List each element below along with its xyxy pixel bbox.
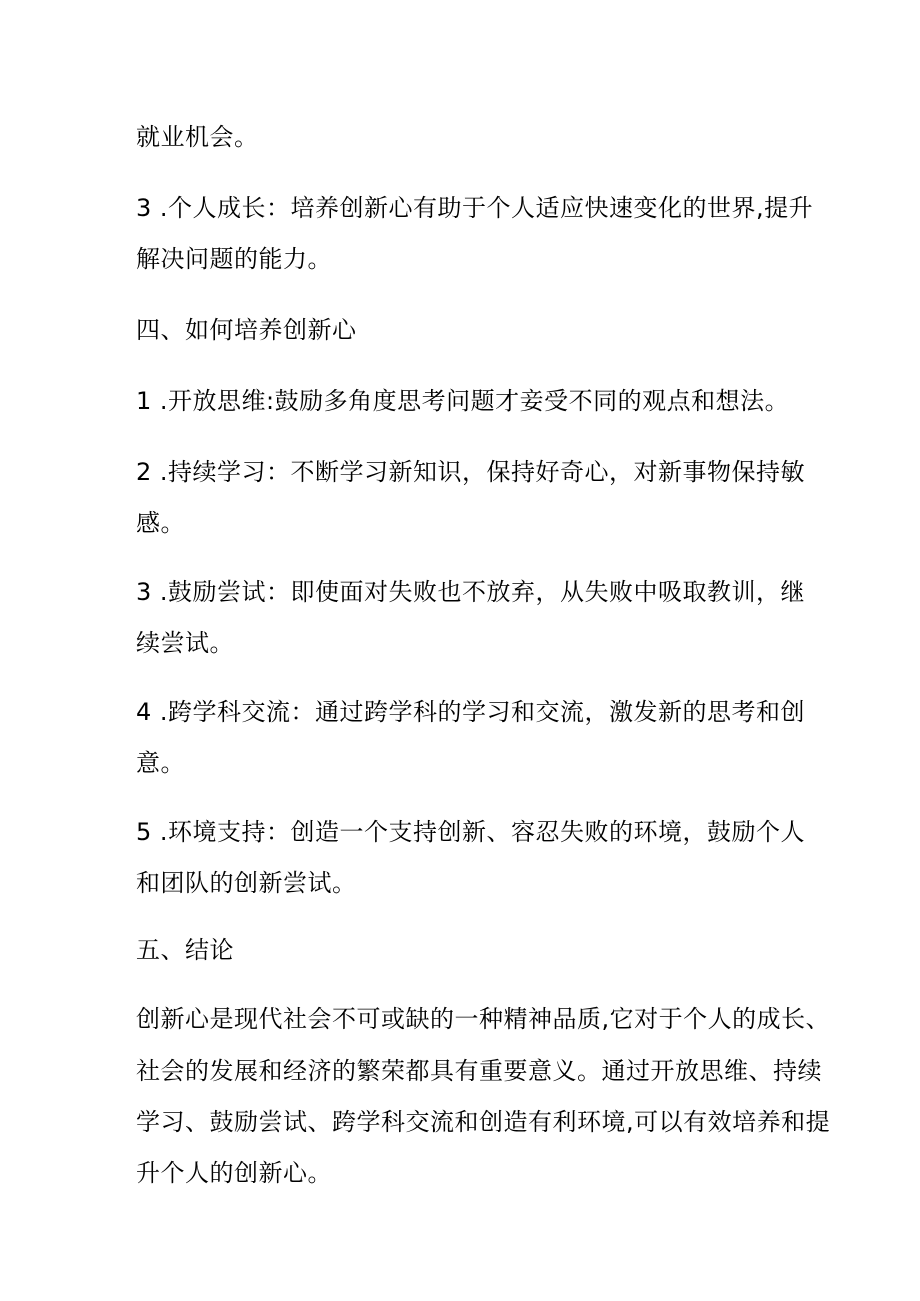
- text-line: 5 .环境支持：创造一个支持创新、容忍失败的环境，鼓励个人: [136, 818, 806, 846]
- text-line: 创新心是现代社会不可或缺的一种精神品质,它对于个人的成长、: [136, 1005, 831, 1033]
- text-line: 解决问题的能力。: [136, 245, 332, 273]
- text-line: 学习、鼓励尝试、跨学科交流和创造有利环境,可以有效培养和提: [136, 1108, 831, 1136]
- text-line: 4 .跨学科交流：通过跨学科的学习和交流，激发新的思考和创: [136, 698, 806, 726]
- text-line: 升个人的创新心。: [136, 1159, 332, 1187]
- section-heading: 四、如何培养创新心: [136, 316, 357, 344]
- text-line: 3 .鼓励尝试：即使面对失败也不放弃，从失败中吸取教训，继: [136, 578, 806, 606]
- text-line: 就业机会。: [136, 123, 259, 151]
- text-line: 3 .个人成长：培养创新心有助于个人适应快速变化的世界,提升: [136, 194, 814, 222]
- text-line: 意。: [136, 749, 185, 777]
- text-line: 续尝试。: [136, 629, 234, 657]
- text-line: 1 .开放思维:鼓励多角度思考问题才妾受不同的观点和想法。: [136, 387, 790, 415]
- text-line: 感。: [136, 509, 185, 537]
- section-heading: 五、结论: [136, 936, 234, 964]
- text-line: 2 .持续学习：不断学习新知识，保持好奇心，对新事物保持敏: [136, 458, 806, 486]
- text-line: 社会的发展和经济的繁荣都具有重要意义。通过开放思维、持续: [136, 1057, 822, 1085]
- text-line: 和团队的创新尝试。: [136, 869, 357, 897]
